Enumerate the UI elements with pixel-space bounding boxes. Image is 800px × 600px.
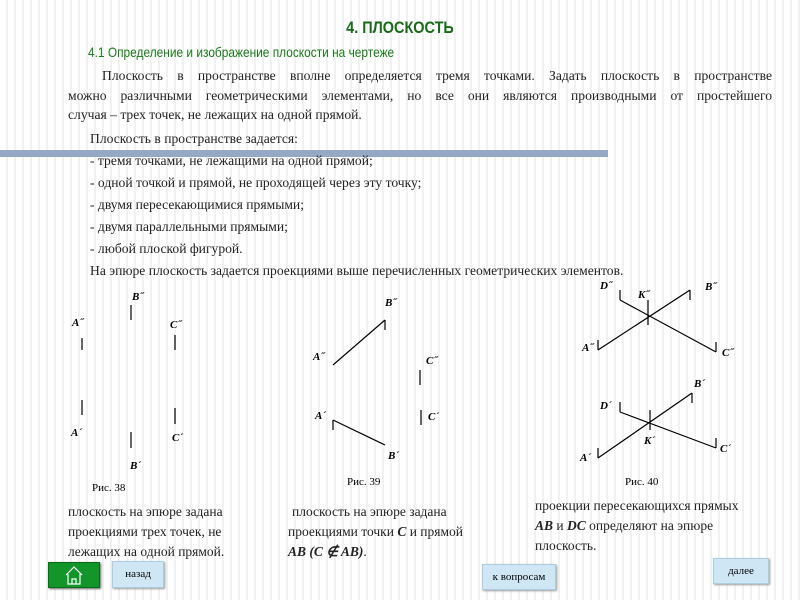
label-b2: B˝ xyxy=(705,281,716,293)
figure-39 xyxy=(312,297,439,462)
label-a1: A´ xyxy=(580,452,591,464)
desc-fig38 xyxy=(68,502,224,562)
desc-text: определяют на эпюре xyxy=(589,518,714,533)
label-a2: A˝ xyxy=(72,317,83,329)
desc-text: и xyxy=(556,518,564,533)
desc-fig40 xyxy=(535,496,738,556)
list-item: - любой плоской фигурой. xyxy=(90,241,243,256)
desc-text: проекциями точки xyxy=(288,524,394,539)
back-button[interactable]: назад xyxy=(112,561,164,588)
list-title: Плоскость в пространстве задается: xyxy=(90,131,298,146)
caption-fig38: Рис. 38 xyxy=(92,482,126,494)
home-button[interactable] xyxy=(48,562,100,588)
label-c2: C˝ xyxy=(722,347,733,359)
label-d1: D´ xyxy=(600,400,612,412)
intro-line: случая – трех точек, не лежащих на одной прямой. xyxy=(68,107,362,122)
label-d2: D˝ xyxy=(600,280,612,292)
caption-fig39: Рис. 39 xyxy=(347,476,381,488)
label-b1: B´ xyxy=(388,450,399,462)
next-button[interactable]: далее xyxy=(713,558,769,584)
line-ab: AB xyxy=(535,518,554,533)
line-dc: DC xyxy=(567,518,586,533)
label-a2: A˝ xyxy=(582,342,593,354)
page-title: 4. ПЛОСКОСТЬ xyxy=(346,18,454,37)
figure-38 xyxy=(70,291,183,472)
list-item: - тремя точками, не лежащими на одной прямой; xyxy=(90,153,373,168)
label-c2: C˝ xyxy=(170,319,181,331)
list-item: - одной точкой и прямой, не проходящей через эту точку; xyxy=(90,175,422,190)
desc-line: проекциями трех точек, не xyxy=(68,524,222,539)
label-b1: B´ xyxy=(694,378,705,390)
label-c1: C´ xyxy=(720,443,731,455)
desc-line: проекции пересекающихся прямых xyxy=(535,498,739,513)
home-icon xyxy=(49,563,99,587)
section-subtitle: 4.1 Определение и изображение плоскости на чертеже xyxy=(88,44,395,60)
label-c1: C´ xyxy=(428,411,439,423)
line-ab: AB (C ∉ AB) xyxy=(288,544,364,559)
label-c1: C´ xyxy=(172,432,183,444)
list-item: - двумя параллельными прямыми; xyxy=(90,219,288,234)
label-a2: A˝ xyxy=(313,351,324,363)
label-a1: A´ xyxy=(315,410,326,422)
label-k2: K˝ xyxy=(638,289,649,301)
desc-line: плоскость на эпюре задана xyxy=(68,504,223,519)
point-c: C xyxy=(397,524,407,539)
desc-line: плоскость. xyxy=(535,538,597,553)
figure-40 xyxy=(579,280,735,464)
label-b2: B˝ xyxy=(132,291,143,303)
label-b1: B´ xyxy=(130,460,141,472)
intro-line: можно различными геометрическими элементами, но все они являются производными от простейшего xyxy=(68,87,772,103)
desc-text: и прямой xyxy=(409,524,464,539)
desc-line: лежащих на одной прямой. xyxy=(68,544,225,559)
label-b2: B˝ xyxy=(385,297,396,309)
list-item: - двумя пересекающимися прямыми; xyxy=(90,197,304,212)
desc-line: плоскость на эпюре задана xyxy=(292,504,447,519)
epure-text: На эпюре плоскость задается проекциями выше перечисленных геометрических элементов. xyxy=(90,263,624,278)
label-k1: K´ xyxy=(644,435,655,447)
caption-fig40: Рис. 40 xyxy=(625,476,659,488)
label-c2: C˝ xyxy=(426,355,437,367)
intro-line: Плоскость в пространстве вполне определяется тремя точками. Задать плоскость в пространстве xyxy=(102,68,772,83)
label-a1: A´ xyxy=(71,427,82,439)
desc-fig39: плоскость на эпюре задана проекциями точки C и прямой AB (C ∉ AB). xyxy=(288,504,464,559)
questions-button[interactable]: к вопросам xyxy=(482,564,556,590)
